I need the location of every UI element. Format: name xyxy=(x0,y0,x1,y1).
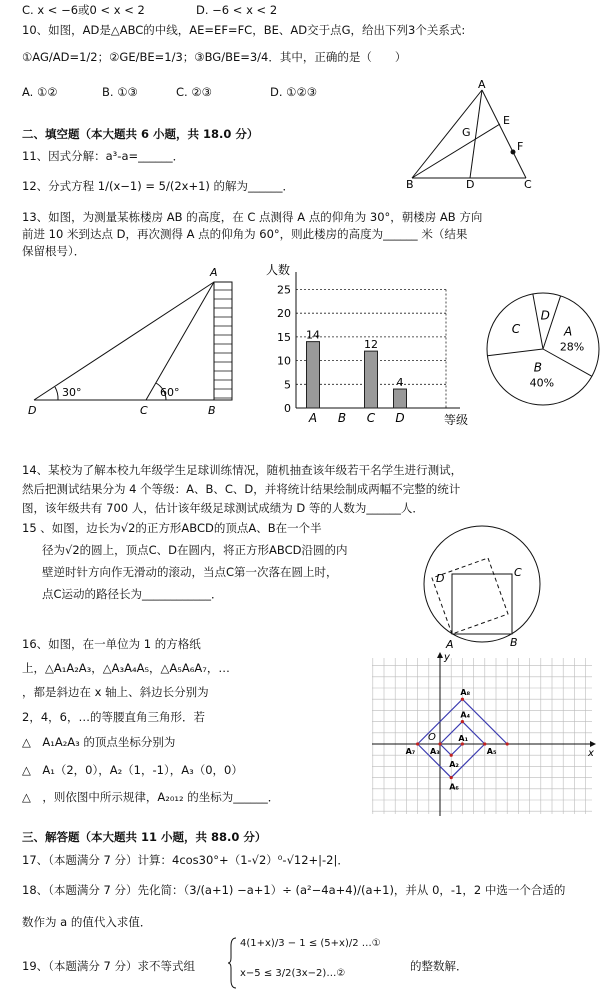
q16-coordinate-grid-figure xyxy=(368,650,600,820)
q19-brace xyxy=(228,936,238,990)
q16-vertex-dot xyxy=(506,742,509,745)
bar-chart-category-label: D xyxy=(395,411,405,425)
q16-line-4: 2，4，6，…的等腰直角三角形．若 xyxy=(22,710,205,724)
q16-line-6: △ A₁（2，0），A₂（1，-1），A₃（0，0） xyxy=(22,763,243,777)
q19-suffix: 的整数解． xyxy=(410,959,468,973)
bar-chart-ytick-label: 5 xyxy=(284,378,291,392)
q13-line-3: 保留根号）． xyxy=(22,244,86,258)
section-3-title: 三、解答题（本大题共 11 小题，共 88.0 分） xyxy=(22,830,267,844)
q10-option-d: D. ①②③ xyxy=(270,85,318,99)
q16-line-5: △ A₁A₂A₃ 的顶点坐标分别为 xyxy=(22,735,176,749)
q16-label-a3: A₃ xyxy=(430,747,440,756)
q16-label-origin: O xyxy=(428,732,436,743)
q13-label-d: D xyxy=(28,404,37,417)
q16-vertex-dot xyxy=(461,698,464,701)
pie-chart xyxy=(484,290,602,408)
q15-label-b: B xyxy=(510,636,518,649)
q10-relations: ①AG/AD=1/2；②GE/BE=1/3；③BG/BE=3/4．其中，正确的是（ ） xyxy=(22,50,407,64)
bar-chart-bar xyxy=(365,351,378,408)
bar-chart-category-label: C xyxy=(366,411,376,425)
q10-label-a: A xyxy=(478,78,486,91)
bar-chart-ytick-label: 0 xyxy=(284,402,291,415)
bar-chart-data-label: 12 xyxy=(364,338,378,352)
q16-vertex-dot xyxy=(416,742,419,745)
q17-text: 17、（本题满分 7 分）计算：4cos30°+（1-√2）⁰-√12+|-2|． xyxy=(22,853,349,867)
q10-label-e: E xyxy=(503,114,510,127)
bar-chart-ytick-label: 25 xyxy=(277,283,291,297)
q13-angle-60: 60° xyxy=(160,386,180,399)
q16-vertex-dot xyxy=(461,720,464,723)
bar-chart-category-label: B xyxy=(337,411,347,425)
q16-line-1: 16、如图，在一单位为 1 的方格纸 xyxy=(22,637,201,651)
q16-vertex-dot xyxy=(450,754,453,757)
bar-chart-data-label: 14 xyxy=(306,328,320,342)
q9-option-d: D. −6 < x < 2 xyxy=(196,3,278,17)
q10-label-g: G xyxy=(462,126,471,139)
q16-label-a2: A₂ xyxy=(449,760,459,770)
q13-label-b: B xyxy=(208,404,216,417)
q16-label-a4: A₄ xyxy=(460,710,471,720)
bar-chart-bar xyxy=(307,342,320,408)
q16-label-a1: A₁ xyxy=(458,734,469,743)
q11-text: 11、因式分解：a³-a=______． xyxy=(22,149,185,163)
q16-line-3: ，都是斜边在 x 轴上、斜边长分别为 xyxy=(22,685,209,699)
q19-prefix: 19、（本题满分 7 分）求不等式组 xyxy=(22,959,196,973)
pie-chart-slice-percent: 28% xyxy=(559,340,585,354)
q15-line-3: 壁逆时针方向作无滑动的滚动，当点C第一次落在圆上时， xyxy=(42,565,338,579)
q15-circle-square-figure xyxy=(410,518,560,652)
q13-angle-30: 30° xyxy=(62,386,82,399)
bar-chart-xlabel: 等级 xyxy=(444,413,469,427)
q16-label-x: x xyxy=(588,748,594,759)
q13-label-a: A xyxy=(210,266,218,279)
section-2-title: 二、填空题（本大题共 6 小题，共 18.0 分） xyxy=(22,127,259,141)
q19-inequality-1: 4(1+x)/3 − 1 ≤ (5+x)/2 …① xyxy=(240,938,381,949)
q10-label-d: D xyxy=(466,178,475,190)
q13-label-c: C xyxy=(140,404,148,417)
q13-line-2: 前进 10 米到达点 D，再次测得 A 点的仰角为 60°，则此楼房的高度为______ 米（结果 xyxy=(22,227,468,241)
q16-label-y: y xyxy=(444,652,450,663)
q18-line-1: 18、（本题满分 7 分）先化简：（3/(a+1) −a+1）÷ (a²−4a+4)/(a+1)，并从 0，-1，2 中选一个合适的 xyxy=(22,883,566,897)
q15-label-a: A xyxy=(446,638,454,651)
q10-label-b: B xyxy=(406,178,414,190)
q10-label-c: C xyxy=(524,178,532,190)
pie-chart-slice-percent: 40% xyxy=(529,376,555,390)
bar-chart-ytick-label: 20 xyxy=(277,307,291,321)
q16-label-a8: A₈ xyxy=(460,688,471,698)
pie-chart-slice-label: B xyxy=(533,360,542,375)
pie-chart-slice-label: C xyxy=(511,322,521,337)
q13-line-1: 13、如图，为测量某栋楼房 AB 的高度，在 C 点测得 A 点的仰角为 30°，朝楼房 AB 方向 xyxy=(22,210,483,224)
bar-chart-category-label: A xyxy=(308,411,318,425)
q10-triangle-figure xyxy=(400,78,560,190)
q16-vertex-dot xyxy=(483,742,486,745)
q10-option-b: B. ①③ xyxy=(102,85,138,99)
q14-line-1: 14、某校为了解本校九年级学生足球训练情况，随机抽查该年级若干名学生进行测试， xyxy=(22,463,463,477)
q13-building-figure xyxy=(20,262,240,422)
bar-chart xyxy=(262,262,472,432)
q16-line-2: 上，△A₁A₂A₃，△A₃A₄A₅，△A₅A₆A₇，… xyxy=(22,661,230,675)
q15-line-2: 径为√2的圆上，顶点C、D在圆内，将正方形ABCD沿圆的内 xyxy=(42,543,348,557)
bar-chart-ylabel: 人数 xyxy=(266,263,291,277)
q16-label-a6: A₆ xyxy=(449,782,459,792)
q15-line-1: 15 、如图，边长为√2的正方形ABCD的顶点A、B在一个半 xyxy=(22,521,322,535)
q9-option-c: C. x < −6或0 < x < 2 xyxy=(22,3,145,17)
q16-vertex-dot xyxy=(438,742,441,745)
q12-text: 12、分式方程 1/(x−1) = 5/(2x+1) 的解为______． xyxy=(22,179,295,193)
bar-chart-ytick-label: 15 xyxy=(277,330,291,344)
bar-chart-data-label: 4 xyxy=(396,376,404,390)
q14-line-2: 然后把测试结果分为 4 个等级：A、B、C、D，并将统计结果绘制成两幅不完整的统计 xyxy=(22,482,461,496)
q19-inequality-2: x−5 ≤ 3/2(3x−2)…② xyxy=(240,968,346,979)
pie-chart-slice-label: A xyxy=(563,324,573,339)
pie-chart-slice-label: D xyxy=(540,308,550,323)
q15-label-d: D xyxy=(436,572,445,585)
q10-option-a: A. ①② xyxy=(22,85,58,99)
q18-line-2: 数作为 a 的值代入求值． xyxy=(22,915,152,929)
q15-line-4: 点C运动的路径长为____________． xyxy=(42,587,223,601)
q14-line-3: 图，该年级共有 700 人，估计该年级足球测试成绩为 D 等的人数为______人． xyxy=(22,501,424,515)
bar-chart-bar xyxy=(394,389,407,408)
q16-line-7: △ ，则依图中所示规律，A₂₀₁₂ 的坐标为______． xyxy=(22,790,280,804)
q16-vertex-dot xyxy=(450,776,453,779)
q10-point-f xyxy=(511,150,516,155)
q15-label-c: C xyxy=(514,566,522,579)
q10-stem: 10、如图，AD是△ABC的中线，AE=EF=FC，BE、AD交于点G，给出下列3个关系式: xyxy=(22,23,466,37)
q16-label-a5: A₅ xyxy=(486,747,497,756)
bar-chart-ytick-label: 10 xyxy=(277,354,291,368)
q10-label-f: F xyxy=(517,140,524,153)
q10-option-c: C. ②③ xyxy=(176,85,212,99)
q16-label-a7: A₇ xyxy=(405,747,416,756)
